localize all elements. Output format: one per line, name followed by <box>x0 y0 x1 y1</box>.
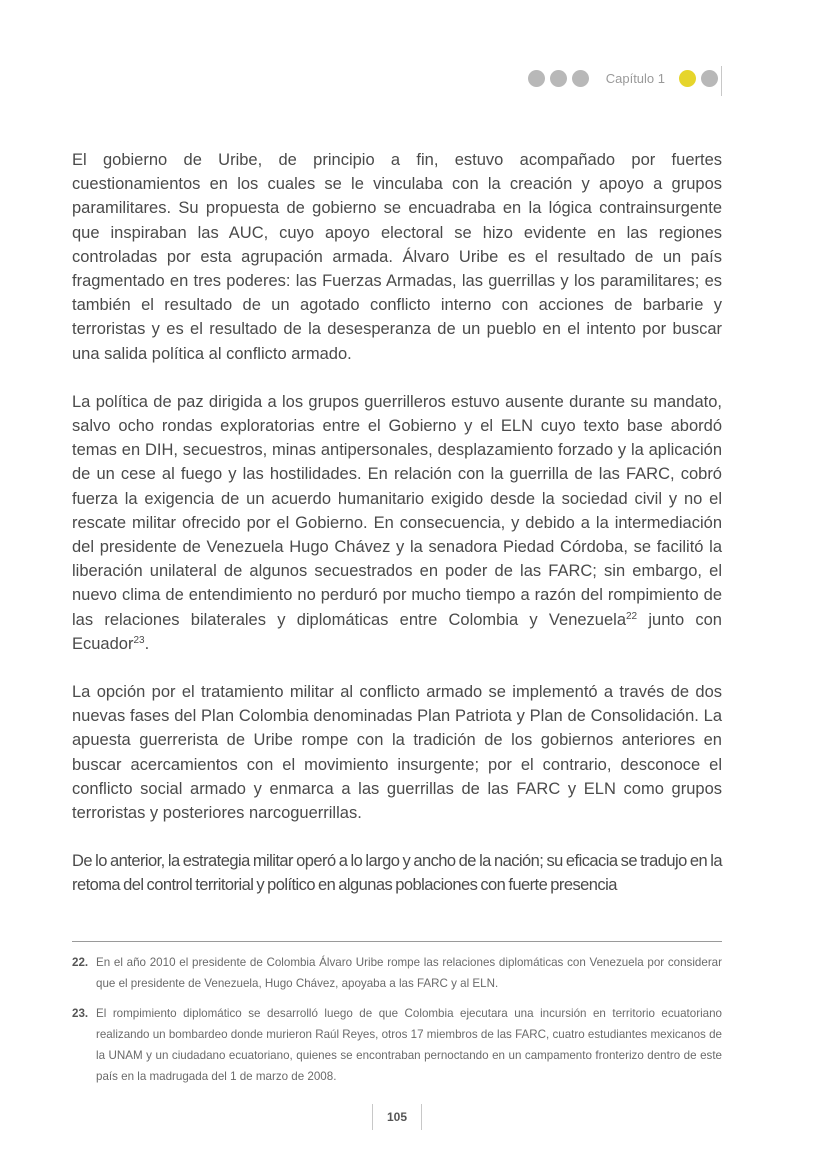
footnote-text: En el año 2010 el presidente de Colombia Álvaro Uribe rompe las relaciones diplomáticas con Venezuela por considerar que el presidente de Venezuela, Hugo Chávez, apoyaba a las FARC y al ELN. <box>96 956 722 990</box>
gray-dot-icon <box>572 70 589 87</box>
gray-dot-icon <box>550 70 567 87</box>
paragraph: El gobierno de Uribe, de principio a fin, estuvo acompañado por fuertes cuestionamientos en los cuales se le vinculaba con la creación y apoyo a grupos paramilitares. Su propuesta de gobierno se encuadraba en la lógica contrainsurgente que inspiraban las AUC, cuyo apoyo electoral se hizo evidente en las regiones controladas por esta agrupación armada. Álvaro Uribe es el resultado de un país fragmentado en tres poderes: las Fuerzas Armadas, las guerrillas y los paramilitares; es también el resultado de un agotado conflicto interno con acciones de barbarie y terroristas y es el resultado de la desesperanza de un pueblo en el intento por buscar una salida política al conflicto armado. <box>72 151 722 363</box>
header-divider <box>721 66 722 96</box>
footnote-ref[interactable]: 23 <box>133 634 145 646</box>
paragraph-text: . <box>144 634 150 653</box>
paragraph-text: junto con Ecuador <box>72 610 722 653</box>
footnote-divider <box>72 941 722 942</box>
footnote <box>72 952 722 994</box>
running-header <box>528 70 723 87</box>
footnote-number: 23. <box>72 1007 89 1020</box>
yellow-dot-icon <box>679 70 696 87</box>
chapter-label: Capítulo 1 <box>605 71 665 86</box>
footnote-text: El rompimiento diplomático se desarrolló luego de que Colombia ejecutara una incursión en territorio ecuatoriano realizando un bombardeo donde murieron Raúl Reyes, otros 17 miembros de las FARC, cuatro estudiantes mexicanos de la UNAM y un ciudadano ecuatoriano, quienes se encontraban pernoctando en un campamento fronterizo dentro de este país en la madrugada del 1 de marzo de 2008. <box>96 1007 722 1083</box>
footnotes <box>72 952 722 1096</box>
footnote-number: 22. <box>72 956 89 969</box>
paragraph: De lo anterior, la estrategia militar operó a lo largo y ancho de la nación; su eficacia se tradujo en la retoma del control territorial y político en algunas poblaciones con fuerte presencia <box>72 852 722 895</box>
footnote <box>72 1003 722 1087</box>
gray-dot-icon <box>701 70 718 87</box>
paragraph-text: La política de paz dirigida a los grupos guerrilleros estuvo ausente durante su mandato, salvo ocho rondas exploratorias entre el Gobierno y el ELN cuyo texto base abordó temas en DIH, secuestros, minas antipersonales, desplazamiento forzado y la aplicación de un cese al fuego y las hostilidades. En relación con la guerrilla de las FARC, cobró fuerza la exigencia de un acuerdo humanitario exigido desde la sociedad civil y no el rescate militar ofrecido por el Gobierno. En consecuencia, y debido a la intermediación del presidente de Venezuela Hugo Chávez y la senadora Piedad Córdoba, se facilitó la liberación unilateral de algunos secuestrados en poder de las FARC; sin embargo, el nuevo clima de entendimiento no perduró por mucho tiempo a razón del rompimiento de las relaciones bilaterales y diplomáticas entre Colombia y Venezuela <box>72 392 722 629</box>
page-number-box <box>372 1104 422 1130</box>
paragraph: La opción por el tratamiento militar al conflicto armado se implementó a través de dos nuevas fases del Plan Colombia denominadas Plan Patriota y Plan de Consolidación. La apuesta guerrerista de Uribe rompe con la tradición de los gobiernos anteriores en buscar acercamientos con el movimiento insurgente; por el contrario, desconoce el conflicto social armado y enmarca a las guerrillas de las FARC y ELN como grupos terroristas y posteriores narcoguerrillas. <box>72 683 722 823</box>
body-text <box>72 148 722 922</box>
gray-dot-icon <box>528 70 545 87</box>
paragraph <box>72 390 722 656</box>
footnote-ref[interactable]: 22 <box>626 610 638 622</box>
page-number: 105 <box>386 1110 408 1124</box>
